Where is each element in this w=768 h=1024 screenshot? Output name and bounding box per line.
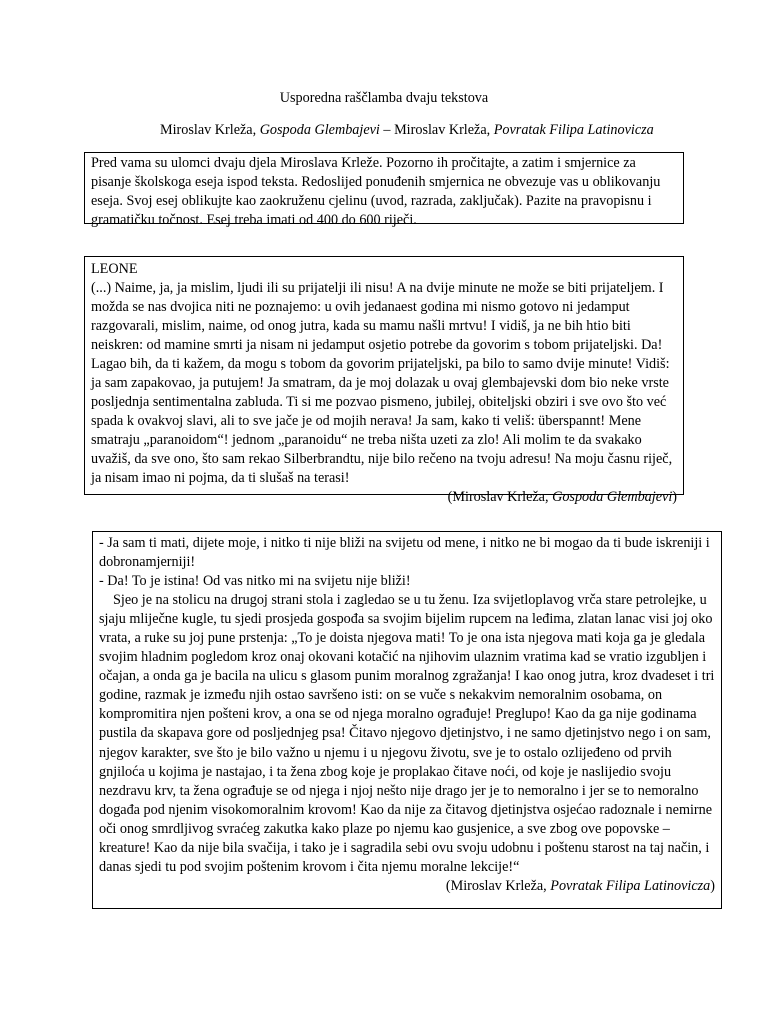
subtitle-work-1: Gospoda Glembajevi: [259, 122, 380, 138]
document-subtitle: [160, 121, 720, 140]
document-title: Usporedna raščlamba dvaju tekstova: [279, 90, 489, 106]
source-prefix: (Miroslav Krleža,: [447, 489, 549, 505]
source-suffix: ): [710, 877, 715, 894]
source-work: Povratak Filipa Latinovicza: [550, 877, 711, 894]
excerpt-latinovicz-box: [92, 531, 722, 909]
dialogue-line-1: - Ja sam ti mati, dijete moje, i nitko ti nije bliži na svijetu od mene, i nitko ne bi mogao da ti bude iskreniji i dobronamjerniji!: [99, 535, 710, 571]
instructions-box: [84, 152, 684, 228]
instructions-text: Pred vama su ulomci dvaju djela Miroslava Krleže. Pozorno ih pročitajte, a zatim i smjernice za pisanje školskoga eseja ispod teksta. Redoslijed ponuđenih smjernica ne obvezuje vas u oblikovanju eseja. Svoj esej oblikujte kao zaokruženu cjelinu (uvod, razrada, zaključak). Pazite na pravopisnu i gramatičku točnost. Esej treba imati od 400 do 600 riječi.: [91, 155, 661, 228]
source-prefix: (Miroslav Krleža,: [445, 877, 547, 894]
excerpt-latinovicz-source: [99, 877, 715, 896]
excerpt-glembajevi-text: (...) Naime, ja, ja mislim, ljudi ili su prijatelji ili nisu! A na dvije minute ne može se biti prijateljem. I možda se nas dvojica niti ne poznajemo: u ovih jedanaest godina mi nismo gotovo ni jedamput razgovarali, mislim, naime, od onog jutra, kada su mamu našli mrtvu! I vidiš, ja ne bih htio biti neiskren: od mamine smrti ja nisam ni jedamput osjetio potrebe da govorim s tobom prijateljski. Da! Lagao bih, da ti kažem, da mogu s tobom da govorim prijateljski, pa bilo to samo dvije minute! Vidiš: ja sam zapakovao, ja putujem! Ja smatram, da je moj dolazak u ovaj glembajevski dom bio neke vrste posljednja sentimentalna zabluda. Ti si me pozvao pismeno, jubilej, obiteljski obziri i sve ovo što već spada k ovakvoj slavi, ali to sve jače je od mojih nerava! Ja sam, kako ti veliš: überspannt! Mene smatraju „paranoidom“! jednom „paranoidu“ ne treba ništa uzeti za zlo! Ali molim te da svakako uvažiš, da sve ono, što sam rekao Silberbrandtu, nije bilo rečeno na tvoju adresu! Na moju časnu riječ, ja nisam imao ni pojma, da ti slušaš na terasi!: [91, 280, 673, 486]
subtitle-work-2: Povratak Filipa Latinovicza: [493, 122, 654, 138]
source-work: Gospoda Glembajevi: [552, 489, 673, 505]
excerpt-glembajevi-source: [91, 488, 677, 507]
excerpt-latinovicz-paragraph: Sjeo je na stolicu na drugoj strani stola i zagledao se u tu ženu. Iza svijetloplavog vrča stare petrolejke, u sjaju mliječne kugle, tu sjedi prosjeda gospođa sa svojim bijelim rupcem na leđima, zlatan lanac visi joj oko vrata, a ruke su joj pune prstenja: „To je doista njegova mati! To je ona ista njegova mati koja ga je gledala svojim hladnim pogledom kroz onaj okovani kotačić na njihovim ulaznim vratima kad se vratio izgubljen i očajan, a onda ga je bacila na ulicu s glasom punim moralnog zgražanja! I kao onog jutra, kroz dvadeset i tri godine, razmak je između njih ostao savršeno isti: on se vuče s nekakvim nemoralnim osobama, on kompromitira njen pošteni krov, a ona se od njega moralno ograđuje! Preglupo! Kao da ga nije godinama pustila da skapava gore od posljednjeg psa! Čitavo njegovo djetinjstvo, i ne samo djetinjstvo nego i on sam, njegov karakter, sve što je bilo važno u njemu i u njegovu životu, sve je to ostalo ozlijeđeno od prvih gnjiloća u kojima je nastajao, i ta žena zbog koje je proplakao čitave noći, od koje je naslijedio svoju nezdravu krv, ta žena ograđuje se od njega i njoj nešto nije drago jer je to nemoralno i jer se to nemoralno događa pod njenim visokomoralnim krovom! Kao da nije za čitavog djetinjstva osjećao radoznale i nemirne oči onog smrdljivog svraćeg zakutka kako plaze po njemu kao gusjenice, a sve zbog ove popovske – kreature! Kao da nije bila svačija, i tako je i sagradila sebi ovu svoju udobnu i poštenu starost na taj način, i danas sjedi tu pod svojim poštenim krovom i čita njemu moralne lekcije!“: [99, 592, 715, 875]
excerpt-glembajevi-box: [84, 256, 684, 505]
subtitle-separator: – Miroslav Krleža,: [383, 122, 491, 138]
subtitle-author-1: Miroslav Krleža,: [160, 122, 257, 138]
excerpt-speaker: LEONE: [91, 261, 138, 277]
dialogue-line-2: - Da! To je istina! Od vas nitko mi na svijetu nije bliži!: [99, 573, 411, 590]
source-suffix: ): [672, 489, 677, 505]
